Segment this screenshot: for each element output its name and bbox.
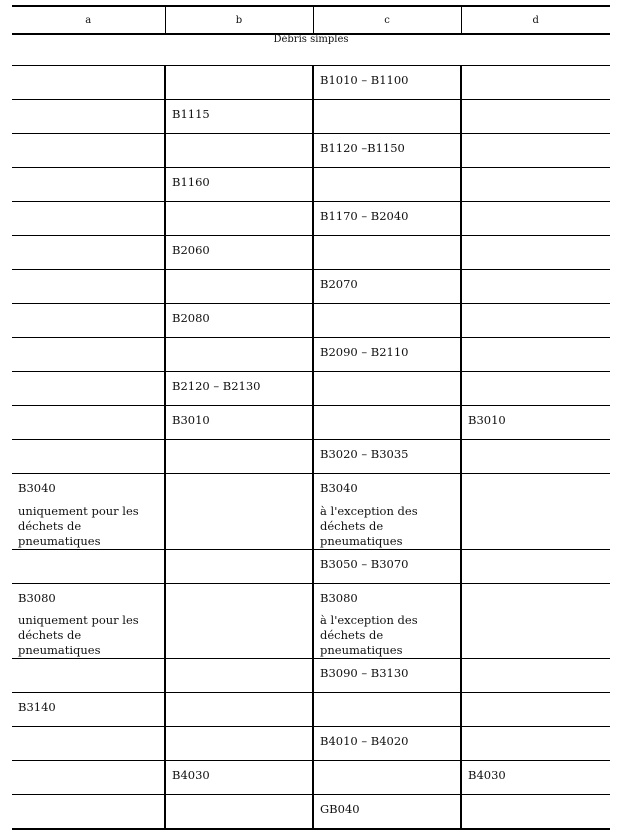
waste-code: B3140 <box>18 700 56 714</box>
cell-c <box>313 168 461 202</box>
cell-c <box>313 795 461 830</box>
waste-code: B2090 – B2110 <box>320 345 409 359</box>
cell-b <box>165 761 313 795</box>
cell-b <box>165 236 313 270</box>
cell-a <box>12 168 165 202</box>
cell-d <box>461 406 610 440</box>
cell-d <box>461 583 610 659</box>
cell-d <box>461 761 610 795</box>
cell-a <box>12 583 165 659</box>
cell-a <box>12 549 165 583</box>
waste-code: B1120 –B1150 <box>320 141 405 155</box>
cell-d <box>461 474 610 550</box>
cell-a <box>12 100 165 134</box>
table-row <box>12 583 610 659</box>
cell-b <box>165 270 313 304</box>
waste-code: GB040 <box>320 802 360 816</box>
waste-code: B1010 – B1100 <box>320 73 409 87</box>
cell-d <box>461 440 610 474</box>
cell-note: à l'exception des déchets de pneumatiques <box>320 503 418 548</box>
cell-a <box>12 727 165 761</box>
cell-b <box>165 134 313 168</box>
table-row <box>12 338 610 372</box>
section-title: Débris simples <box>12 34 610 66</box>
table-row <box>12 270 610 304</box>
cell-c <box>313 100 461 134</box>
document-table-container <box>12 5 610 830</box>
header-row <box>12 6 610 34</box>
table-row <box>12 372 610 406</box>
cell-b <box>165 795 313 830</box>
cell-note: uniquement pour les déchets de pneumatiques <box>18 613 139 657</box>
waste-code: B3010 <box>172 413 210 427</box>
table-row <box>12 727 610 761</box>
header-col-b: b <box>165 6 313 34</box>
cell-b <box>165 168 313 202</box>
waste-code-table <box>12 5 610 830</box>
cell-d <box>461 66 610 100</box>
table-row <box>12 693 610 727</box>
cell-b <box>165 202 313 236</box>
table-row <box>12 304 610 338</box>
waste-code: B3090 – B3130 <box>320 666 409 680</box>
cell-b <box>165 693 313 727</box>
waste-code: B1160 <box>172 175 210 189</box>
cell-c <box>313 406 461 440</box>
cell-c <box>313 304 461 338</box>
cell-a <box>12 659 165 693</box>
cell-b <box>165 304 313 338</box>
cell-b <box>165 66 313 100</box>
cell-c <box>313 134 461 168</box>
cell-a <box>12 372 165 406</box>
cell-b <box>165 474 313 550</box>
cell-b <box>165 372 313 406</box>
table-body <box>12 34 610 829</box>
waste-code: B3050 – B3070 <box>320 556 409 571</box>
waste-code: B3010 <box>468 413 506 427</box>
cell-b <box>165 583 313 659</box>
cell-note: uniquement pour les déchets de pneumatiques <box>18 503 139 548</box>
cell-a <box>12 795 165 830</box>
cell-a <box>12 440 165 474</box>
cell-a <box>12 761 165 795</box>
waste-code: B4010 – B4020 <box>320 734 409 748</box>
table-row <box>12 474 610 550</box>
table-row <box>12 795 610 830</box>
cell-d <box>461 202 610 236</box>
cell-c <box>313 659 461 693</box>
table-row <box>12 66 610 100</box>
cell-a <box>12 338 165 372</box>
waste-code: B3040 <box>320 481 358 495</box>
cell-a <box>12 693 165 727</box>
table-header <box>12 6 610 34</box>
table-row <box>12 100 610 134</box>
cell-b <box>165 549 313 583</box>
cell-c <box>313 270 461 304</box>
cell-a <box>12 406 165 440</box>
header-col-c: c <box>313 6 461 34</box>
waste-code: B4030 <box>468 768 506 782</box>
cell-d <box>461 727 610 761</box>
cell-a <box>12 236 165 270</box>
cell-d <box>461 168 610 202</box>
header-col-a: a <box>12 6 165 34</box>
table-row <box>12 761 610 795</box>
cell-b <box>165 727 313 761</box>
table-row <box>12 236 610 270</box>
table-row <box>12 406 610 440</box>
cell-d <box>461 236 610 270</box>
cell-b <box>165 100 313 134</box>
table-row <box>12 202 610 236</box>
cell-a <box>12 304 165 338</box>
cell-note: à l'exception des déchets de pneumatiques <box>320 613 418 657</box>
waste-code: B4030 <box>172 768 210 782</box>
table-row <box>12 134 610 168</box>
cell-c <box>313 727 461 761</box>
cell-b <box>165 440 313 474</box>
waste-code: B2080 <box>172 311 210 325</box>
waste-code: B1115 <box>172 107 210 121</box>
cell-d <box>461 795 610 830</box>
table-row <box>12 168 610 202</box>
cell-b <box>165 406 313 440</box>
cell-c <box>313 693 461 727</box>
cell-d <box>461 100 610 134</box>
cell-d <box>461 659 610 693</box>
cell-d <box>461 304 610 338</box>
cell-d <box>461 549 610 583</box>
cell-a <box>12 270 165 304</box>
cell-c <box>313 583 461 659</box>
cell-a <box>12 474 165 550</box>
waste-code: B2060 <box>172 243 210 257</box>
waste-code: B3020 – B3035 <box>320 447 409 461</box>
cell-b <box>165 659 313 693</box>
cell-a <box>12 134 165 168</box>
waste-code: B3080 <box>18 590 56 605</box>
cell-b <box>165 338 313 372</box>
cell-d <box>461 693 610 727</box>
cell-a <box>12 202 165 236</box>
cell-d <box>461 338 610 372</box>
section-row <box>12 34 610 66</box>
waste-code: B2070 <box>320 277 358 291</box>
cell-c <box>313 549 461 583</box>
cell-d <box>461 134 610 168</box>
waste-code: B3080 <box>320 590 358 605</box>
cell-c <box>313 202 461 236</box>
header-col-d: d <box>461 6 610 34</box>
table-row <box>12 659 610 693</box>
cell-c <box>313 440 461 474</box>
waste-code: B2120 – B2130 <box>172 379 261 393</box>
cell-c <box>313 372 461 406</box>
cell-c <box>313 236 461 270</box>
waste-code: B3040 <box>18 481 56 495</box>
cell-c <box>313 474 461 550</box>
cell-d <box>461 270 610 304</box>
table-row <box>12 549 610 583</box>
cell-a <box>12 66 165 100</box>
cell-c <box>313 338 461 372</box>
cell-d <box>461 372 610 406</box>
cell-c <box>313 66 461 100</box>
cell-c <box>313 761 461 795</box>
table-row <box>12 440 610 474</box>
waste-code: B1170 – B2040 <box>320 209 409 223</box>
